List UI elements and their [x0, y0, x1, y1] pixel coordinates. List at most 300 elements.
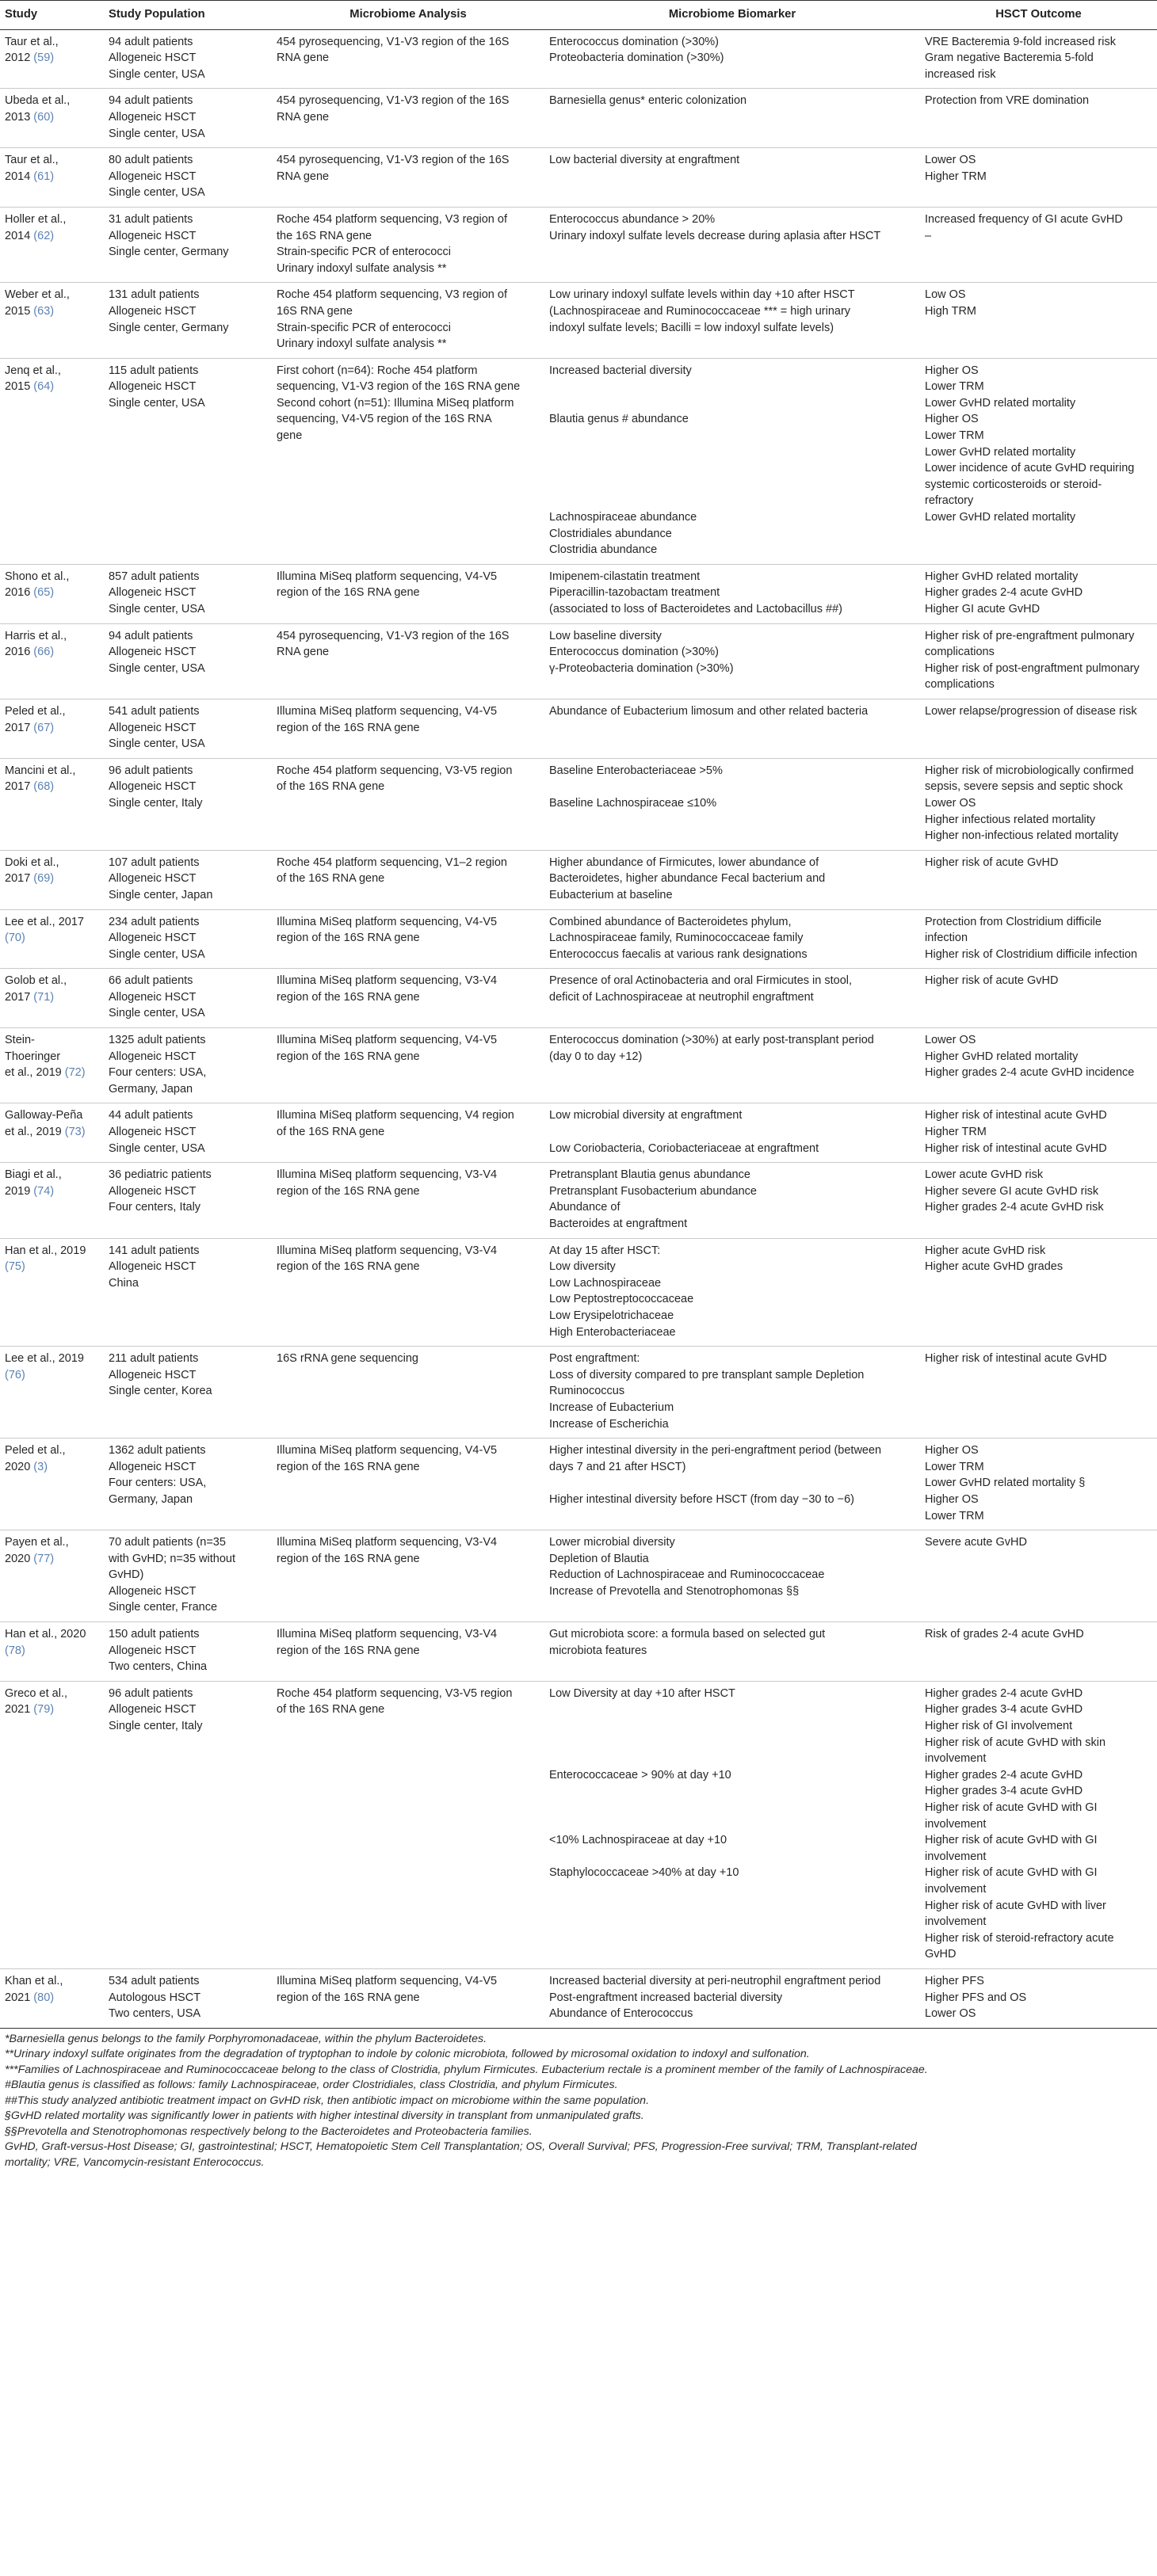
outcome-line: Higher risk of Clostridium difficile infection: [925, 947, 1138, 961]
outcome-line: complications: [925, 678, 995, 692]
reference-link[interactable]: (61): [33, 170, 55, 183]
population-cell: [104, 969, 272, 1028]
analysis-line: region of the 16S RNA gene: [277, 1644, 420, 1657]
outcome-line: Higher PFS and OS: [925, 1991, 1027, 2004]
study-cell: [0, 758, 104, 850]
analysis-line: of the 16S RNA gene: [277, 1126, 385, 1139]
footnote: GvHD, Graft-versus-Host Disease; GI, gastrointestinal; HSCT, Hematopoietic Stem Cell Transplantation; OS, Overall Survival; PFS, Progression-Free survival; TRM, Transplant-related: [5, 2140, 917, 2154]
table-header: [0, 1, 1157, 30]
analysis-cell: [272, 283, 544, 358]
outcome-line: Higher grades 2-4 acute GvHD: [925, 1768, 1083, 1781]
outcome-line: Higher risk of GI involvement: [925, 1720, 1073, 1733]
analysis-cell: [272, 1439, 544, 1530]
outcome-line: Lower GvHD related mortality §: [925, 1477, 1086, 1490]
biomarker-line: Increase of Eubacterium: [549, 1400, 674, 1414]
reference-link[interactable]: (62): [33, 229, 55, 242]
outcome-line: Higher OS: [925, 364, 979, 377]
analysis-line: Illumina MiSeq platform sequencing, V4-V5: [277, 1034, 498, 1047]
population-line: Two centers, USA: [109, 2007, 201, 2021]
outcome-line: Higher risk of acute GvHD with liver: [925, 1899, 1106, 1912]
footnote: **Urinary indoxyl sulfate originates from the degradation of tryptophan to indole by colonic microbiota, followed by microsomal oxidation to indoxyl and sulfonation.: [5, 2048, 810, 2061]
table-row: [0, 29, 1157, 89]
study-cell: [0, 909, 104, 969]
study-line: Golob et al.,: [5, 974, 67, 988]
population-line: Allogeneic HSCT: [109, 1260, 197, 1274]
footnote: §§Prevotella and Stenotrophomonas respectively belong to the Bacteroidetes and Proteobacteria families.: [5, 2124, 533, 2138]
study-line: 2016 (65): [5, 586, 55, 600]
reference-link[interactable]: (64): [33, 380, 55, 394]
biomarker-cell: [544, 1347, 920, 1439]
study-line: et al., 2019 (73): [5, 1126, 86, 1139]
outcome-line: Severe acute GvHD: [925, 1536, 1027, 1549]
population-line: Single center, USA: [109, 603, 205, 615]
outcome-cell: [920, 909, 1157, 969]
analysis-cell: [272, 1681, 544, 1968]
analysis-line: Roche 454 platform sequencing, V3-V5 region: [277, 1686, 513, 1700]
population-line: 107 adult patients: [109, 855, 200, 869]
population-line: Single center, USA: [109, 186, 205, 200]
analysis-line: 16S rRNA gene sequencing: [277, 1352, 418, 1366]
outcome-line: Higher risk of pre-engraftment pulmonary: [925, 629, 1135, 642]
table-row: [0, 1439, 1157, 1530]
biomarker-line: Low Erysipelotrichaceae: [549, 1309, 674, 1322]
population-cell: [104, 564, 272, 623]
population-cell: [104, 148, 272, 208]
population-line: 234 adult patients: [109, 915, 200, 928]
outcome-line: Lower TRM: [925, 380, 984, 394]
population-cell: [104, 1163, 272, 1238]
study-line: Lee et al., 2017: [5, 915, 84, 928]
analysis-line: 16S RNA gene: [277, 304, 353, 318]
population-line: Allogeneic HSCT: [109, 646, 197, 659]
reference-link[interactable]: (73): [64, 1126, 86, 1139]
study-cell: [0, 89, 104, 148]
outcome-line: Higher TRM: [925, 1126, 987, 1139]
analysis-line: Illumina MiSeq platform sequencing, V3-V4: [277, 974, 498, 988]
study-line: 2020 (77): [5, 1552, 55, 1565]
biomarker-line: [549, 1816, 915, 1833]
population-line: 1362 adult patients: [109, 1444, 206, 1458]
population-line: Two centers, China: [109, 1660, 208, 1674]
study-line: Greco et al.,: [5, 1686, 67, 1700]
table-row: [0, 1028, 1157, 1103]
outcome-line: Higher acute GvHD risk: [925, 1244, 1046, 1257]
analysis-line: Illumina MiSeq platform sequencing, V4-V5: [277, 1444, 498, 1458]
biomarker-line: Low urinary indoxyl sulfate levels within day +10 after HSCT: [549, 288, 855, 302]
reference-link[interactable]: (60): [33, 110, 55, 124]
reference-link[interactable]: (3): [33, 1460, 48, 1473]
study-line: Mancini et al.,: [5, 764, 76, 777]
biomarker-cell: [544, 1968, 920, 2028]
population-cell: [104, 358, 272, 564]
population-cell: [104, 699, 272, 758]
population-line: 541 adult patients: [109, 704, 200, 718]
reference-link[interactable]: (76): [5, 1368, 25, 1381]
header-biomarker: Microbiome Biomarker: [544, 1, 920, 30]
population-cell: [104, 623, 272, 699]
reference-link[interactable]: (80): [33, 1991, 55, 2004]
study-cell: [0, 1622, 104, 1682]
biomarker-line: Barnesiella genus* enteric colonization: [549, 94, 747, 108]
outcome-line: Lower OS: [925, 796, 976, 810]
analysis-cell: [272, 1103, 544, 1163]
study-cell: [0, 358, 104, 564]
outcome-line: involvement: [925, 1915, 987, 1929]
reference-link[interactable]: (67): [33, 721, 55, 734]
biomarker-cell: [544, 358, 920, 564]
outcome-cell: [920, 699, 1157, 758]
outcome-line: Higher GvHD related mortality: [925, 1050, 1079, 1063]
biomarker-line: [549, 1718, 915, 1735]
biomarker-line: (day 0 to day +12): [549, 1050, 643, 1063]
biomarker-line: Eubacterium at baseline: [549, 888, 673, 901]
biomarker-line: Low baseline diversity: [549, 629, 662, 642]
study-cell: [0, 1103, 104, 1163]
study-line: 2017 (68): [5, 780, 55, 794]
population-line: 115 adult patients: [109, 364, 199, 377]
study-line: Payen et al.,: [5, 1536, 69, 1549]
analysis-cell: [272, 969, 544, 1028]
biomarker-line: Higher abundance of Firmicutes, lower abundance of: [549, 855, 819, 869]
study-cell: [0, 29, 104, 89]
biomarker-line: At day 15 after HSCT:: [549, 1244, 661, 1257]
outcome-line: Higher PFS: [925, 1974, 984, 1987]
population-line: 94 adult patients: [109, 94, 193, 108]
study-line: Galloway-Peña: [5, 1109, 83, 1122]
header-analysis: Microbiome Analysis: [272, 1, 544, 30]
footnote: ***Families of Lachnospiraceae and Ruminococcaceae belong to the class of Clostridia, phylum Firmicutes. Eubacterium rectale is a prominent member of the family of Lachnospiraceae.: [5, 2063, 928, 2076]
study-cell: [0, 1163, 104, 1238]
reference-link[interactable]: (74): [33, 1184, 55, 1198]
outcome-line: Lower GvHD related mortality: [925, 511, 1076, 524]
population-line: 141 adult patients: [109, 1244, 200, 1257]
analysis-line: Illumina MiSeq platform sequencing, V4 region: [277, 1109, 514, 1122]
biomarker-line: Low Diversity at day +10 after HSCT: [549, 1686, 735, 1700]
analysis-cell: [272, 148, 544, 208]
outcome-line: Higher risk of post-engraftment pulmonary: [925, 661, 1140, 675]
table-row: [0, 1681, 1157, 1968]
population-line: 857 adult patients: [109, 570, 200, 583]
outcome-line: Higher risk of steroid-refractory acute: [925, 1931, 1114, 1945]
reference-link[interactable]: (78): [5, 1644, 25, 1657]
outcome-line: Higher risk of acute GvHD with skin: [925, 1736, 1106, 1749]
population-line: Allogeneic HSCT: [109, 304, 197, 318]
table-row: [0, 969, 1157, 1028]
reference-link[interactable]: (66): [33, 646, 55, 659]
population-line: Allogeneic HSCT: [109, 51, 197, 65]
outcome-line: infection: [925, 932, 968, 945]
population-line: Allogeneic HSCT: [109, 990, 197, 1004]
outcome-line: Lower OS: [925, 1034, 976, 1047]
analysis-cell: [272, 207, 544, 282]
population-cell: [104, 850, 272, 909]
population-cell: [104, 1681, 272, 1968]
table-row: [0, 1968, 1157, 2028]
study-line: 2021 (80): [5, 1991, 55, 2004]
outcome-cell: [920, 1347, 1157, 1439]
biomarker-line: (associated to loss of Bacteroidetes and Lactobacillus ##): [549, 603, 842, 615]
population-line: Allogeneic HSCT: [109, 1584, 197, 1598]
analysis-cell: [272, 699, 544, 758]
analysis-cell: [272, 1347, 544, 1439]
outcome-line: Higher risk of intestinal acute GvHD: [925, 1141, 1107, 1155]
outcome-line: Higher severe GI acute GvHD risk: [925, 1184, 1099, 1198]
study-cell: [0, 1238, 104, 1347]
biomarker-line: Presence of oral Actinobacteria and oral Firmicutes in stool,: [549, 974, 853, 988]
study-line: Stein-: [5, 1034, 35, 1047]
study-cell: [0, 207, 104, 282]
population-line: Allogeneic HSCT: [109, 1184, 197, 1198]
population-line: Single center, USA: [109, 1007, 205, 1020]
biomarker-cell: [544, 969, 920, 1028]
outcome-line: Gram negative Bacteremia 5-fold: [925, 51, 1094, 65]
outcome-line: involvement: [925, 1882, 987, 1896]
biomarker-line: Enterococcaceae > 90% at day +10: [549, 1768, 731, 1781]
biomarker-line: Baseline Lachnospiraceae ≤10%: [549, 796, 717, 810]
outcome-line: –: [925, 229, 932, 242]
table-row: [0, 207, 1157, 282]
biomarker-cell: [544, 758, 920, 850]
reference-link[interactable]: (75): [5, 1260, 25, 1274]
header-row: [0, 1, 1157, 30]
population-cell: [104, 1530, 272, 1622]
biomarker-line: Staphylococcaceae >40% at day +10: [549, 1866, 739, 1880]
population-line: Single center, Italy: [109, 796, 203, 810]
outcome-cell: [920, 1622, 1157, 1682]
analysis-cell: [272, 1530, 544, 1622]
biomarker-cell: [544, 1622, 920, 1682]
study-line: Khan et al.,: [5, 1974, 63, 1987]
analysis-line: Strain-specific PCR of enterococci: [277, 246, 451, 259]
analysis-line: RNA gene: [277, 51, 330, 65]
outcome-cell: [920, 89, 1157, 148]
analysis-line: RNA gene: [277, 170, 330, 183]
outcome-line: Higher risk of acute GvHD: [925, 974, 1059, 988]
study-line: 2017 (67): [5, 721, 55, 734]
study-line: 2015 (64): [5, 380, 55, 394]
footnote: *Barnesiella genus belongs to the family Porphyromonadaceae, within the phylum Bacteroidetes.: [5, 2032, 487, 2045]
outcome-line: Higher risk of acute GvHD with GI: [925, 1801, 1098, 1814]
population-line: 96 adult patients: [109, 1686, 193, 1700]
biomarker-line: [549, 1701, 915, 1718]
analysis-line: gene: [277, 429, 303, 443]
population-line: Single center, USA: [109, 947, 205, 961]
population-line: Single center, Germany: [109, 321, 229, 334]
reference-link[interactable]: (77): [33, 1552, 55, 1565]
analysis-line: Illumina MiSeq platform sequencing, V3-V4: [277, 1244, 498, 1257]
biomarker-line: Low Peptostreptococcaceae: [549, 1293, 694, 1306]
biomarker-cell: [544, 283, 920, 358]
study-line: Jenq et al.,: [5, 364, 61, 377]
outcome-line: Higher risk of intestinal acute GvHD: [925, 1352, 1107, 1366]
biomarker-line: Low Coriobacteria, Coriobacteriaceae at engraftment: [549, 1141, 819, 1155]
outcome-line: GvHD: [925, 1948, 957, 1961]
biomarker-line: Imipenem-cilastatin treatment: [549, 570, 701, 583]
outcome-cell: [920, 148, 1157, 208]
population-line: 36 pediatric patients: [109, 1168, 212, 1182]
outcome-line: Higher grades 2-4 acute GvHD: [925, 586, 1083, 600]
population-line: 94 adult patients: [109, 629, 193, 642]
biomarker-line: microbiota features: [549, 1644, 647, 1657]
biomarker-line: Depletion of Blautia: [549, 1552, 649, 1565]
population-cell: [104, 207, 272, 282]
study-line: Taur et al.,: [5, 154, 59, 167]
analysis-line: Illumina MiSeq platform sequencing, V3-V4: [277, 1536, 498, 1549]
outcome-line: Higher TRM: [925, 170, 987, 183]
study-line: Holler et al.,: [5, 212, 67, 226]
outcome-cell: [920, 207, 1157, 282]
outcome-line: Lower OS: [925, 154, 976, 167]
biomarker-line: [549, 460, 915, 477]
table-row: [0, 758, 1157, 850]
analysis-line: region of the 16S RNA gene: [277, 586, 420, 600]
biomarker-line: Low bacterial diversity at engraftment: [549, 154, 740, 167]
reference-link[interactable]: (68): [33, 780, 55, 794]
population-line: Single center, USA: [109, 1141, 205, 1155]
study-cell: [0, 1681, 104, 1968]
biomarker-cell: [544, 29, 920, 89]
biomarker-cell: [544, 1439, 920, 1530]
outcome-line: Increased frequency of GI acute GvHD: [925, 212, 1123, 226]
analysis-line: Second cohort (n=51): Illumina MiSeq platform: [277, 396, 514, 410]
analysis-cell: [272, 1968, 544, 2028]
population-line: 211 adult patients: [109, 1352, 199, 1366]
study-line: 2013 (60): [5, 110, 55, 124]
study-line: Ubeda et al.,: [5, 94, 71, 108]
outcome-line: Lower TRM: [925, 1460, 984, 1473]
study-line: 2014 (62): [5, 229, 55, 242]
biomarker-line: Enterococcus domination (>30%): [549, 35, 719, 48]
outcome-line: Lower relapse/progression of disease risk: [925, 704, 1137, 718]
study-line: [5, 1367, 99, 1384]
population-line: Single center, USA: [109, 67, 205, 81]
outcome-cell: [920, 1681, 1157, 1968]
population-cell: [104, 1238, 272, 1347]
population-line: Single center, USA: [109, 127, 205, 140]
outcome-line: refractory: [925, 494, 974, 508]
biomarker-line: Urinary indoxyl sulfate levels decrease during aplasia after HSCT: [549, 229, 881, 242]
population-line: Allogeneic HSCT: [109, 1644, 197, 1657]
biomarker-line: [549, 1783, 915, 1800]
analysis-line: Urinary indoxyl sulfate analysis **: [277, 337, 447, 351]
reference-link[interactable]: (70): [5, 932, 25, 945]
population-line: Allogeneic HSCT: [109, 721, 197, 734]
reference-link[interactable]: (79): [33, 1703, 55, 1717]
analysis-line: region of the 16S RNA gene: [277, 932, 420, 945]
outcome-line: Protection from VRE domination: [925, 94, 1090, 108]
population-line: Four centers: USA,: [109, 1477, 207, 1490]
biomarker-line: Blautia genus # abundance: [549, 413, 689, 426]
population-line: Germany, Japan: [109, 1082, 193, 1096]
biomarker-line: [549, 1124, 915, 1141]
population-line: China: [109, 1276, 139, 1290]
analysis-cell: [272, 1238, 544, 1347]
reference-link[interactable]: (65): [33, 586, 55, 600]
outcome-line: Lower GvHD related mortality: [925, 396, 1076, 410]
population-line: Allogeneic HSCT: [109, 586, 197, 600]
population-cell: [104, 758, 272, 850]
study-line: Peled et al.,: [5, 1444, 66, 1458]
population-line: Allogeneic HSCT: [109, 872, 197, 886]
study-cell: [0, 148, 104, 208]
outcome-line: Lower OS: [925, 2007, 976, 2021]
analysis-line: First cohort (n=64): Roche 454 platform: [277, 364, 478, 377]
footnote: mortality; VRE, Vancomycin-resistant Enterococcus.: [5, 2155, 265, 2169]
population-line: 534 adult patients: [109, 1974, 200, 1987]
study-line: Lee et al., 2019: [5, 1352, 84, 1366]
study-cell: [0, 283, 104, 358]
outcome-line: Higher GvHD related mortality: [925, 570, 1079, 583]
study-cell: [0, 1347, 104, 1439]
reference-link[interactable]: (72): [64, 1066, 86, 1080]
footnote: #Blautia genus is classified as follows: family Lachnospiraceae, order Clostridiales, class Clostridia, and phylum Firmicutes.: [5, 2079, 618, 2092]
biomarker-line: [549, 779, 915, 795]
outcome-line: sepsis, severe sepsis and septic shock: [925, 780, 1123, 794]
biomarker-line: Low diversity: [549, 1260, 616, 1274]
reference-link[interactable]: (71): [33, 990, 55, 1004]
outcome-cell: [920, 29, 1157, 89]
study-line: Doki et al.,: [5, 855, 59, 869]
study-line: 2017 (71): [5, 990, 55, 1004]
table-body: [0, 29, 1157, 2028]
biomarker-cell: [544, 1163, 920, 1238]
biomarker-line: Increased bacterial diversity at peri-neutrophil engraftment period: [549, 1974, 881, 1987]
analysis-line: Illumina MiSeq platform sequencing, V4-V5: [277, 570, 498, 583]
biomarker-cell: [544, 1530, 920, 1622]
reference-link[interactable]: (69): [33, 872, 55, 886]
outcome-line: Protection from Clostridium difficile: [925, 915, 1102, 928]
analysis-cell: [272, 850, 544, 909]
biomarker-line: Combined abundance of Bacteroidetes phylum,: [549, 915, 792, 928]
study-line: Taur et al.,: [5, 35, 59, 48]
biomarker-line: <10% Lachnospiraceae at day +10: [549, 1834, 727, 1847]
table-row: [0, 1530, 1157, 1622]
reference-link[interactable]: (63): [33, 304, 55, 318]
population-line: Single center, Italy: [109, 1720, 203, 1733]
biomarker-line: Abundance of Enterococcus: [549, 2007, 693, 2021]
biomarker-line: Low microbial diversity at engraftment: [549, 1109, 743, 1122]
population-line: Allogeneic HSCT: [109, 932, 197, 945]
outcome-cell: [920, 758, 1157, 850]
biomarker-line: Enterococcus faecalis at various rank designations: [549, 947, 808, 961]
population-cell: [104, 29, 272, 89]
footnote: §GvHD related mortality was significantly lower in patients with higher intestinal diversity in transplant from unmanipulated grafts.: [5, 2109, 644, 2123]
population-line: Allogeneic HSCT: [109, 170, 197, 183]
biomarker-line: Post engraftment:: [549, 1352, 640, 1366]
reference-link[interactable]: (59): [33, 51, 55, 65]
table-row: [0, 358, 1157, 564]
biomarker-line: Gut microbiota score: a formula based on selected gut: [549, 1628, 826, 1641]
outcome-line: systemic corticosteroids or steroid-: [925, 478, 1102, 491]
outcome-line: complications: [925, 646, 995, 659]
biomarker-line: [549, 428, 915, 444]
biomarker-line: [549, 493, 915, 509]
study-line: Shono et al.,: [5, 570, 70, 583]
population-line: Allogeneic HSCT: [109, 229, 197, 242]
study-line: 2017 (69): [5, 872, 55, 886]
population-line: with GvHD; n=35 without: [109, 1552, 235, 1565]
analysis-line: region of the 16S RNA gene: [277, 1552, 420, 1565]
analysis-line: of the 16S RNA gene: [277, 872, 385, 886]
analysis-line: Urinary indoxyl sulfate analysis **: [277, 261, 447, 275]
biomarker-line: Piperacillin-tazobactam treatment: [549, 586, 720, 600]
outcome-line: Risk of grades 2-4 acute GvHD: [925, 1628, 1084, 1641]
population-line: Allogeneic HSCT: [109, 1368, 197, 1381]
population-cell: [104, 1968, 272, 2028]
analysis-cell: [272, 623, 544, 699]
outcome-line: Higher grades 2-4 acute GvHD risk: [925, 1201, 1104, 1214]
table-row: [0, 1103, 1157, 1163]
